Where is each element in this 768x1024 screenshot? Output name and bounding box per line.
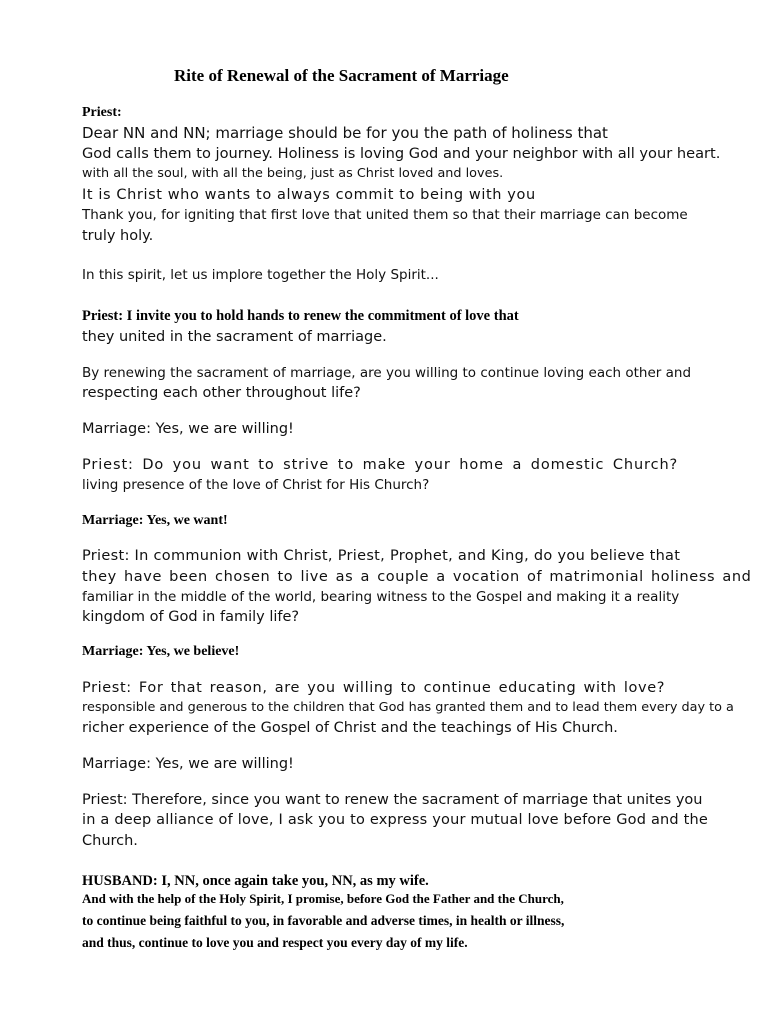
text-line: Dear NN and NN; marriage should be for you the path of holiness that bbox=[82, 124, 608, 142]
text-line: Thank you, for igniting that first love that united them so that their marriage can become bbox=[82, 207, 688, 223]
text-line: It is Christ who wants to always commit to being with you bbox=[82, 187, 536, 203]
question-line: respecting each other throughout life? bbox=[82, 385, 361, 401]
vow-line: And with the help of the Holy Spirit, I promise, before God the Father and the Church, bbox=[82, 891, 564, 906]
vow-line: and thus, continue to love you and respect you every day of my life. bbox=[82, 935, 468, 950]
response-line: Marriage: Yes, we are willing! bbox=[82, 756, 294, 772]
text-line: Church. bbox=[82, 833, 138, 849]
speaker-label-priest: Priest: bbox=[82, 105, 122, 120]
question-line: responsible and generous to the children that God has granted them and to lead them every day to a bbox=[82, 700, 734, 715]
priest-instruction: Priest: I invite you to hold hands to renew the commitment of love that bbox=[82, 308, 519, 324]
vow-line: to continue being faithful to you, in favorable and adverse times, in health or illness, bbox=[82, 913, 565, 928]
text-line: they united in the sacrament of marriage. bbox=[82, 329, 387, 345]
text-line: truly holy. bbox=[82, 228, 154, 244]
question-line: living presence of the love of Christ for His Church? bbox=[82, 477, 430, 493]
response-line: Marriage: Yes, we want! bbox=[82, 513, 228, 528]
husband-vow-heading: HUSBAND: I, NN, once again take you, NN, as my wife. bbox=[82, 873, 429, 889]
question-line: Priest: For that reason, are you willing to continue educating with love? bbox=[82, 680, 666, 696]
question-line: kingdom of God in family life? bbox=[82, 609, 300, 625]
text-line: with all the soul, with all the being, just as Christ loved and loves. bbox=[82, 166, 504, 181]
text-line: In this spirit, let us implore together the Holy Spirit... bbox=[82, 267, 439, 283]
question-line: familiar in the middle of the world, bearing witness to the Gospel and making it a reality bbox=[82, 589, 680, 605]
text-line: God calls them to journey. Holiness is loving God and your neighbor with all your heart. bbox=[82, 145, 721, 162]
question-line: they have been chosen to live as a couple a vocation of matrimonial holiness and bbox=[82, 569, 752, 585]
text-line: Priest: Therefore, since you want to renew the sacrament of marriage that unites you bbox=[82, 792, 703, 808]
text-line: in a deep alliance of love, I ask you to express your mutual love before God and the bbox=[82, 812, 709, 828]
response-line: Marriage: Yes, we believe! bbox=[82, 644, 240, 659]
question-line: Priest: Do you want to strive to make your home a domestic Church? bbox=[82, 457, 679, 473]
response-line: Marriage: Yes, we are willing! bbox=[82, 421, 294, 437]
question-line: By renewing the sacrament of marriage, are you willing to continue loving each other and bbox=[82, 365, 692, 381]
question-line: richer experience of the Gospel of Christ and the teachings of His Church. bbox=[82, 720, 618, 736]
document-title: Rite of Renewal of the Sacrament of Marriage bbox=[174, 66, 509, 85]
question-line: Priest: In communion with Christ, Priest, Prophet, and King, do you believe that bbox=[82, 548, 681, 564]
